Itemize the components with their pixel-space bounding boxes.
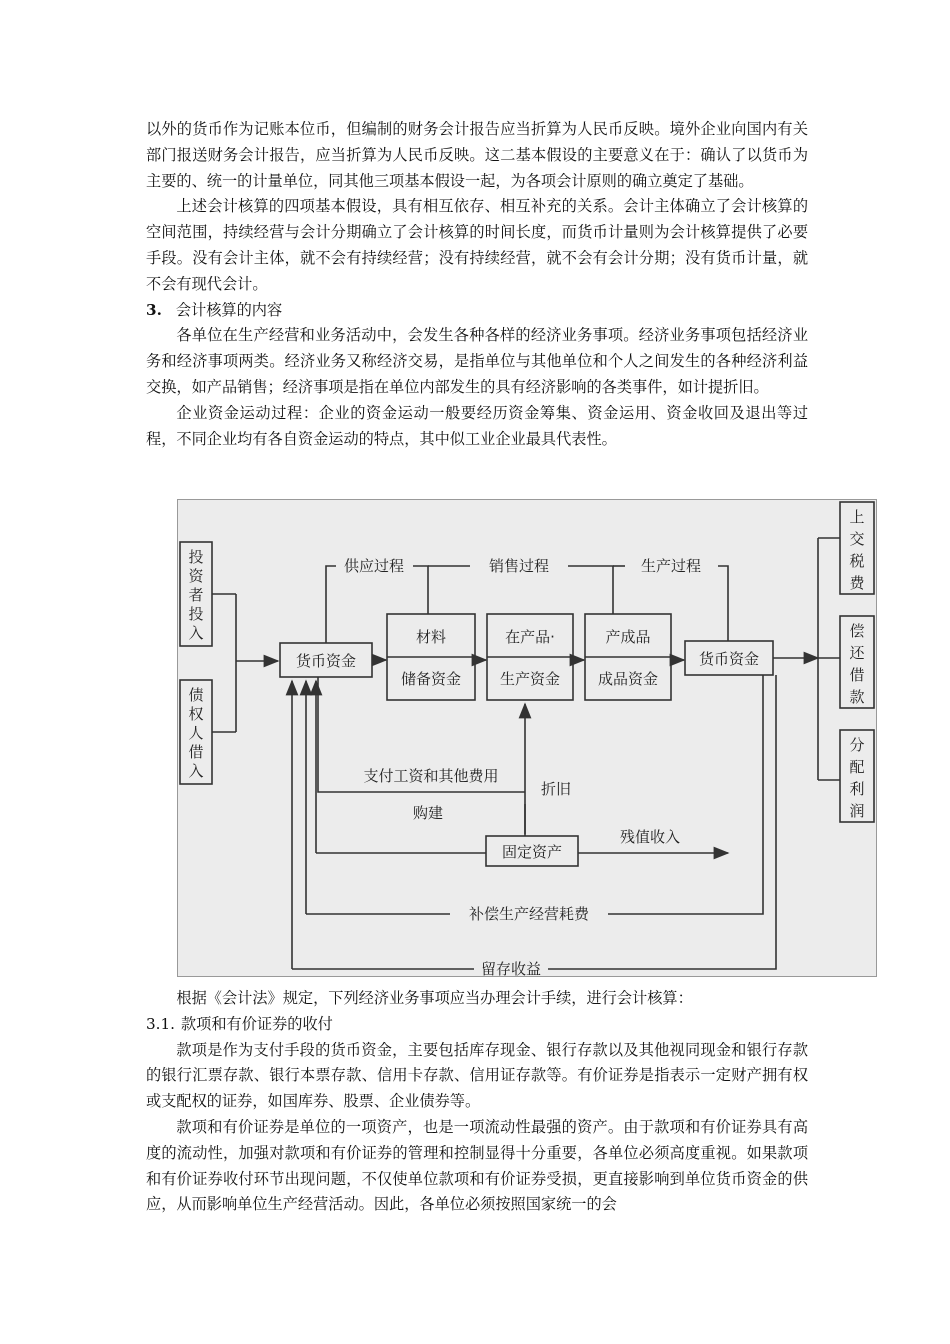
paragraph-accounting-law: 根据《会计法》规定，下列经济业务事项应当办理会计手续，进行会计核算： <box>176 989 693 1007</box>
label-fixed-assets: 固定资产 <box>501 843 563 861</box>
paragraph-capital-flow: 企业资金运动过程：企业的资金运动一般要经历资金筹集、资金运用、资金收回及退出等过程，不同企业均有各自资金运动的特点，其中似工业企业最具代表性。 <box>146 403 808 448</box>
paragraph-business-items: 各单位在生产经营和业务活动中，会发生各种各样的经济业务事项。经济业务事项包括经济业务和经济事项两类。经济业务又称经济交易，是指单位与其他单位和个人之间发生的各种经济利益交换，如产品销售；经济事项是指在单位内部发生的具有经济影响的各类事件，如计提折旧。 <box>146 326 808 396</box>
diagram-labels <box>296 557 759 978</box>
capital-flow-diagram <box>177 499 877 977</box>
paragraph-funds-liquidity: 款项和有价证券是单位的一项资产，也是一项流动性最强的资产。由于款项和有价证券具有高度的流动性，加强对款项和有价证券的管理和控制显得十分重要，各单位必须高度重视。如果款项和有价证券收付环节出现问题，不仅使单位款项和有价证券受损，更直接影响到单位货币资金的供应，从而影响单位生产经营活动。因此，各单位必须按照国家统一的会 <box>146 1117 808 1214</box>
label-stage2-bottom: 生产资金 <box>499 670 561 688</box>
label-creditor: 债权人借入 <box>188 686 204 780</box>
label-money-left: 货币资金 <box>295 652 357 670</box>
paragraph-currency: 以外的货币作为记账本位币，但编制的财务会计报告应当折算为人民币反映。境外企业向国内有关部门报送财务会计报告，应当折算为人民币反映。这二基本假设的主要意义在于：确认了以货币为主要的、统一的计量单位，同其他三项基本假设一起，为各项会计原则的确立奠定了基础。 <box>146 120 808 190</box>
label-retained: 留存收益 <box>480 960 542 978</box>
label-process-production: 生产过程 <box>640 557 702 575</box>
label-stage3-bottom: 成品资金 <box>597 670 659 688</box>
top-text <box>146 117 808 452</box>
section-3-1-number: 3.1. <box>146 1014 175 1033</box>
label-stage1-bottom: 储备资金 <box>400 670 462 688</box>
label-stage1-top: 材料 <box>415 628 447 646</box>
section-3-1-heading <box>146 1012 808 1038</box>
section-3-number: 3. <box>146 300 162 319</box>
label-residual: 残值收入 <box>619 828 681 846</box>
label-process-supply: 供应过程 <box>343 557 405 575</box>
label-process-sales: 销售过程 <box>488 557 550 575</box>
label-profit: 分配利润 <box>849 736 865 820</box>
diagram-canvas <box>178 500 878 978</box>
label-money-right: 货币资金 <box>698 650 760 668</box>
section-3-title: 会计核算的内容 <box>175 300 283 319</box>
label-build: 购建 <box>412 804 444 822</box>
vertical-labels <box>188 508 865 820</box>
label-depreciation: 折旧 <box>540 780 572 798</box>
label-taxes: 上交税费 <box>849 508 865 592</box>
paragraph-four-assumptions: 上述会计核算的四项基本假设，具有相互依存、相互补充的关系。会计主体确立了会计核算的空间范围，持续经营与会计分期确立了会计核算的时间长度，而货币计量则为会计核算提供了必要手段。没有会计主体，就不会有持续经营；没有持续经营，就不会有会计分期；没有货币计量，就不会有现代会计。 <box>146 197 808 293</box>
label-stage2-top: 在产品· <box>505 628 555 646</box>
label-stage3-top: 产成品 <box>605 628 651 646</box>
label-compensate: 补偿生产经营耗费 <box>468 905 590 923</box>
label-loans: 偿还借款 <box>849 622 865 706</box>
label-wages: 支付工资和其他费用 <box>363 767 499 785</box>
section-3-heading <box>146 298 808 324</box>
bottom-text <box>146 986 808 1218</box>
paragraph-funds-definition: 款项是作为支付手段的货币资金，主要包括库存现金、银行存款以及其他视同现金和银行存款的银行汇票存款、银行本票存款、信用卡存款、信用证存款等。有价证券是指表示一定财产拥有权或支配权的证券，如国库券、股票、企业债券等。 <box>146 1040 808 1111</box>
section-3-1-title: 款项和有价证券的收付 <box>180 1014 333 1033</box>
label-investor: 投资者投入 <box>188 548 204 642</box>
